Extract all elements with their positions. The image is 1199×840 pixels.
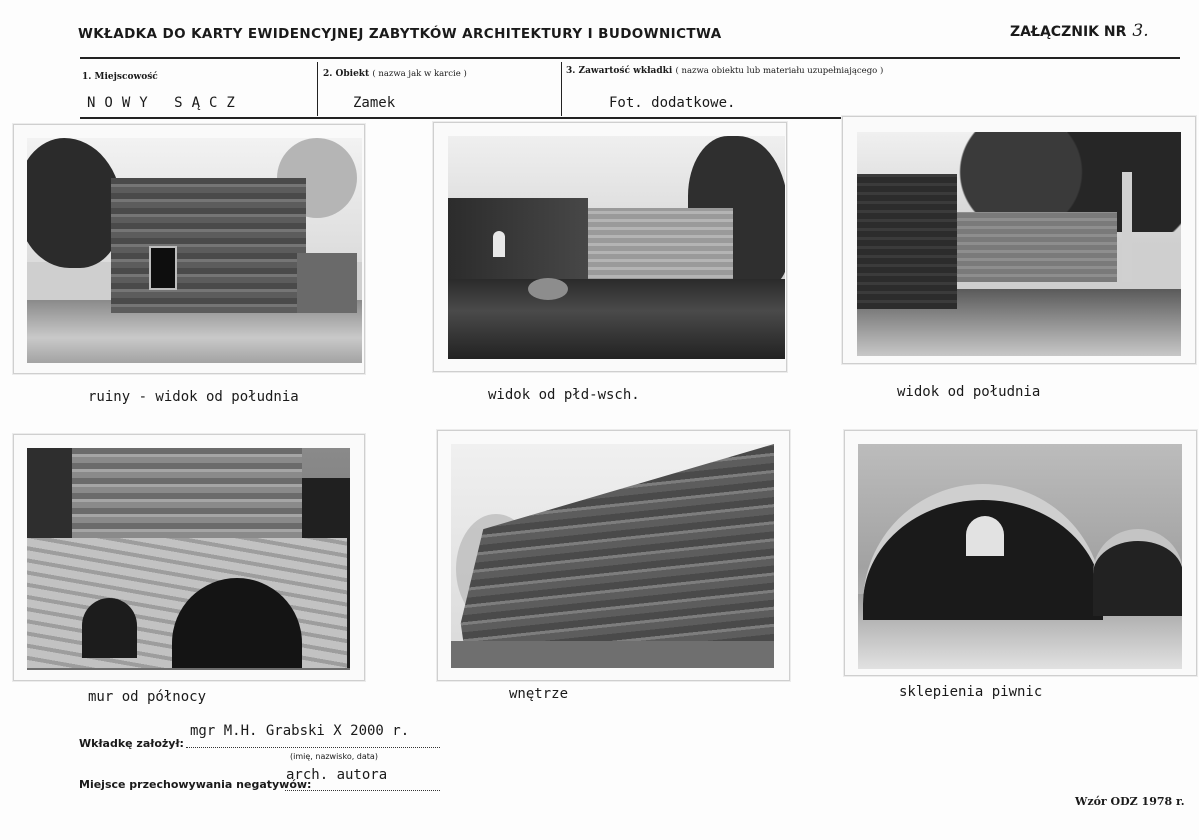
founder-label: Wkładkę założył: [79,737,184,750]
storage-label: Miejsce przechowywania negatywów: [79,778,312,791]
photo-4-image [27,448,350,670]
photo-3-image [857,132,1181,356]
founder-value: mgr M.H. Grabski X 2000 r. [190,723,410,739]
photo-6-image [858,444,1182,669]
storage-dotted-line [285,790,440,791]
founder-note: (imię, nazwisko, data) [290,752,378,761]
photo-3-caption: widok od południa [897,384,1041,400]
field-3-value: Fot. dodatkowe. [609,95,736,111]
field-1-label: 1. Miejscowość [82,72,158,82]
pattern-note: Wzór ODZ 1978 r. [1075,795,1185,808]
annex-number: 3. [1132,21,1149,41]
field-2-value: Zamek [353,95,396,111]
field-3-label-sub: ( nazwa obiektu lub materiału uzupełniającego ) [675,66,884,76]
photo-1 [13,124,365,374]
photo-5-caption: wnętrze [509,686,569,702]
photo-1-image [27,138,362,363]
field-3-label [566,66,883,76]
field-2-label [323,69,467,79]
photo-1-caption: ruiny - widok od południa [88,389,299,405]
header-rule-top [80,57,1180,59]
photo-4 [13,434,365,681]
photo-2-image [448,136,785,359]
photo-3 [842,116,1196,364]
photo-5-image [451,444,774,668]
field-1-value: NOWY SĄCZ [87,95,244,111]
photo-4-caption: mur od północy [88,689,207,705]
annex-label [1010,21,1149,41]
photo-5 [437,430,790,681]
photo-2-caption: widok od płd-wsch. [488,387,640,403]
field-3-label-text: 3. Zawartość wkładki [566,66,673,76]
field-divider-1 [317,62,318,116]
founder-dotted-line [186,747,440,748]
annex-label-text: ZAŁĄCZNIK NR [1010,24,1127,40]
document-title: WKŁADKA DO KARTY EWIDENCYJNEJ ZABYTKÓW ARCHITEKTURY I BUDOWNICTWA [78,26,722,42]
field-divider-2 [561,62,562,116]
field-2-label-text: 2. Obiekt [323,69,370,79]
photo-6 [844,430,1197,676]
storage-value: arch. autora [286,767,388,783]
photo-2 [433,122,787,372]
field-2-label-sub: ( nazwa jak w karcie ) [372,69,467,79]
photo-6-caption: sklepienia piwnic [899,684,1043,700]
